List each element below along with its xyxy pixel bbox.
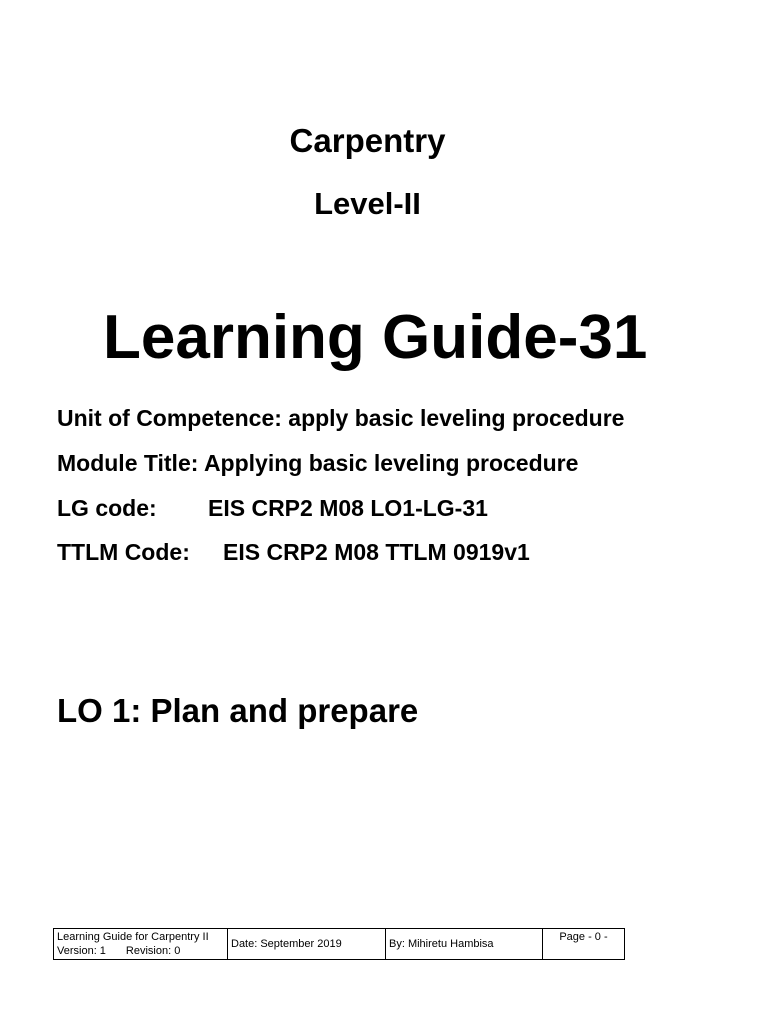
footer-table xyxy=(53,928,625,960)
footer-guide-cell xyxy=(54,929,228,960)
guide-title: Learning Guide-31 xyxy=(103,303,648,372)
lg-code xyxy=(57,495,488,522)
module-title: Module Title: Applying basic leveling procedure xyxy=(57,450,579,476)
footer-guide-name: Learning Guide for Carpentry II xyxy=(57,931,209,943)
level-heading: Level-II xyxy=(314,186,421,221)
ttlm-code-label: TTLM Code: xyxy=(57,539,190,565)
learning-outcome-title: LO 1: Plan and prepare xyxy=(57,692,419,729)
unit-of-competence: Unit of Competence: apply basic leveling procedure xyxy=(57,405,625,431)
footer-date: Date: September 2019 xyxy=(228,929,386,960)
footer-version-line xyxy=(57,944,224,958)
footer-revision: Revision: 0 xyxy=(125,945,181,957)
subject-heading: Carpentry xyxy=(289,122,446,159)
lg-code-label: LG code: xyxy=(57,495,157,521)
footer-page-number: Page - 0 - xyxy=(543,929,625,960)
ttlm-code-value: EIS CRP2 M08 TTLM 0919v1 xyxy=(223,539,530,565)
ttlm-code xyxy=(57,539,530,566)
footer-version: Version: 1 xyxy=(57,945,106,957)
footer-author: By: Mihiretu Hambisa xyxy=(386,929,543,960)
lg-code-value: EIS CRP2 M08 LO1-LG-31 xyxy=(208,495,488,521)
